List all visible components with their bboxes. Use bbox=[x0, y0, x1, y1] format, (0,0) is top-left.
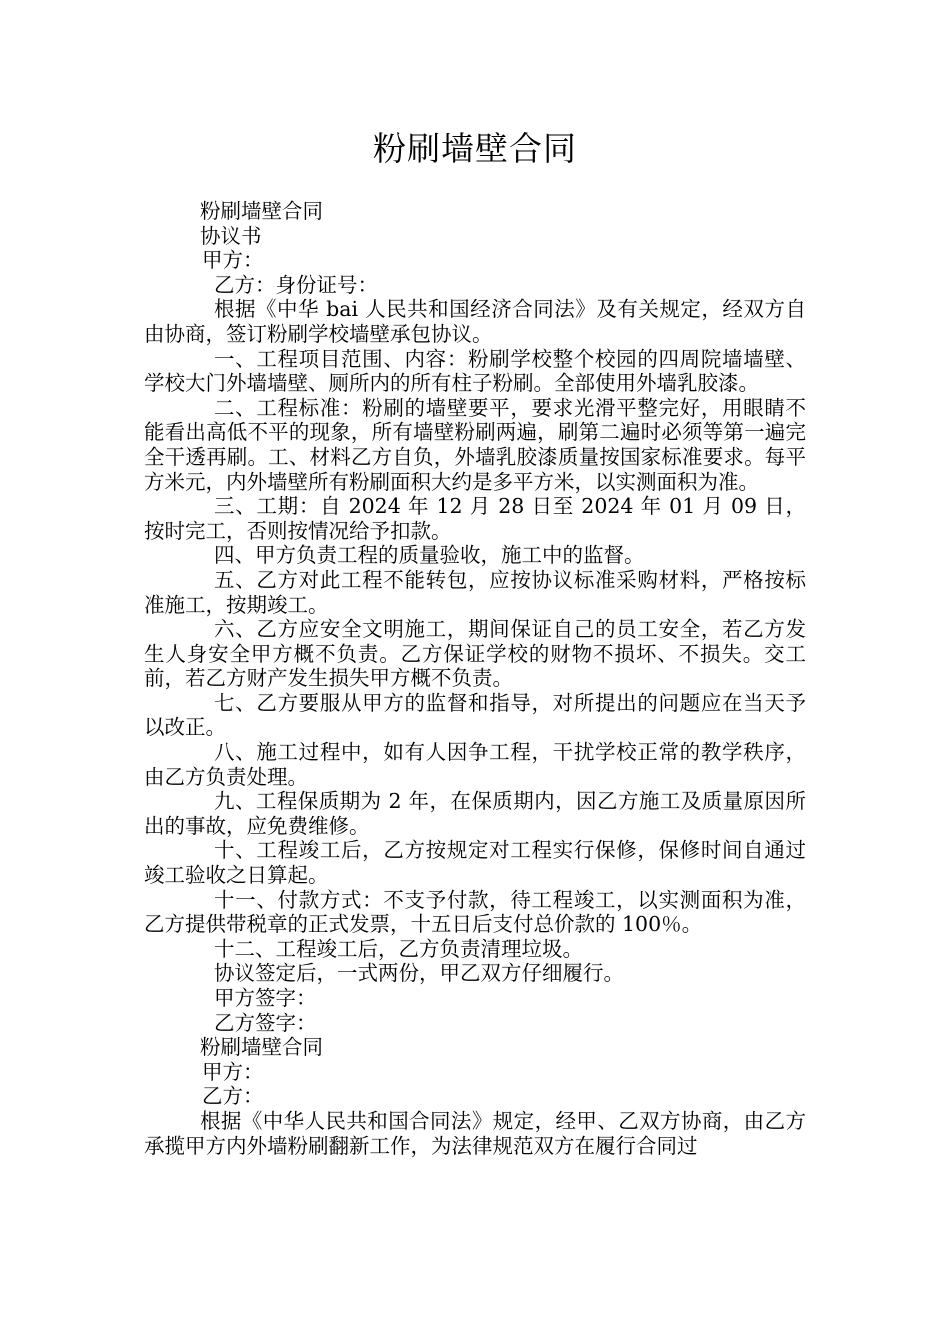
paragraph-schedule: 三、工期：自 2024 年 12 月 28 日至 2024 年 01 月 09 日，按时完工，否则按情况给予扣款。 bbox=[144, 494, 806, 543]
paragraph-supervision: 七、乙方要服从甲方的监督和指导，对所提出的问题应在当天予以改正。 bbox=[144, 690, 806, 740]
subtitle: 粉刷墙壁合同 bbox=[200, 199, 323, 223]
paragraph-cleanup: 十二、工程竣工后，乙方负责清理垃圾。 bbox=[214, 936, 583, 961]
second-contract-title: 粉刷墙壁合同 bbox=[200, 1035, 323, 1060]
party-a-signature: 甲方签字： bbox=[214, 986, 317, 1010]
document-body bbox=[144, 199, 806, 1158]
paragraph-payment: 十一、付款方式：不支予付款，待工程竣工，以实测面积为准，乙方提供带税章的正式发票，十五日后支付总价款的 100％。 bbox=[144, 887, 806, 937]
paragraph-inspection: 四、甲方负责工程的质量验收，施工中的监督。 bbox=[214, 543, 645, 568]
second-party-a: 甲方： bbox=[202, 1059, 264, 1084]
paragraph-maintenance: 十、工程竣工后，乙方按规定对工程实行保修，保修时间自通过竣工验收之日算起。 bbox=[144, 838, 806, 888]
party-a-line: 甲方： bbox=[202, 248, 264, 273]
paragraph-standard: 二、工程标准：粉刷的墙壁要平，要求光滑平整完好，用眼睛不能看出高低不平的现象，所有墙壁粉刷两遍，刷第二遍时必须等第一遍完全干透再刷。工、材料乙方自负，外墙乳胶漆质量按国家标准要求。每平方米元，内外墙壁所有粉刷面积大约是多平方米，以实测面积为准。 bbox=[144, 395, 806, 494]
paragraph-scope: 一、工程项目范围、内容：粉刷学校整个校园的四周院墙墙壁、学校大门外墙墙壁、厕所内的所有柱子粉刷。全部使用外墙乳胶漆。 bbox=[144, 346, 806, 396]
second-contract-intro: 根据《中华人民共和国合同法》规定，经甲、乙双方协商，由乙方承揽甲方内外墙粉刷翻新工作，为法律规范双方在履行合同过 bbox=[144, 1108, 806, 1158]
second-party-b: 乙方： bbox=[202, 1084, 264, 1109]
paragraph-basis: 根据《中华 bai 人民共和国经济合同法》及有关规定，经双方自由协商，签订粉刷学校墙壁承包协议。 bbox=[144, 297, 806, 346]
party-b-id-line: 乙方：身份证号： bbox=[214, 272, 378, 297]
document-title: 粉刷墙壁合同 bbox=[373, 129, 577, 168]
agreement-heading: 协议书 bbox=[200, 223, 262, 248]
agreement-closing: 协议签定后，一式两份，甲乙双方仔细履行。 bbox=[214, 961, 624, 986]
paragraph-safety: 六、乙方应安全文明施工，期间保证自己的员工安全，若乙方发生人身安全甲方概不负责。乙方保证学校的财物不损坏、不损失。交工前，若乙方财产发生损失甲方概不负责。 bbox=[144, 617, 806, 691]
paragraph-disputes: 八、施工过程中，如有人因争工程，干扰学校正常的教学秩序，由乙方负责处理。 bbox=[144, 740, 806, 789]
paragraph-warranty: 九、工程保质期为 2 年，在保质期内，因乙方施工及质量原因所出的事故，应免费维修。 bbox=[144, 789, 806, 838]
paragraph-no-subcontract: 五、乙方对此工程不能转包，应按协议标准采购材料，严格按标准施工，按期竣工。 bbox=[144, 567, 806, 617]
party-b-signature: 乙方签字： bbox=[214, 1010, 317, 1035]
